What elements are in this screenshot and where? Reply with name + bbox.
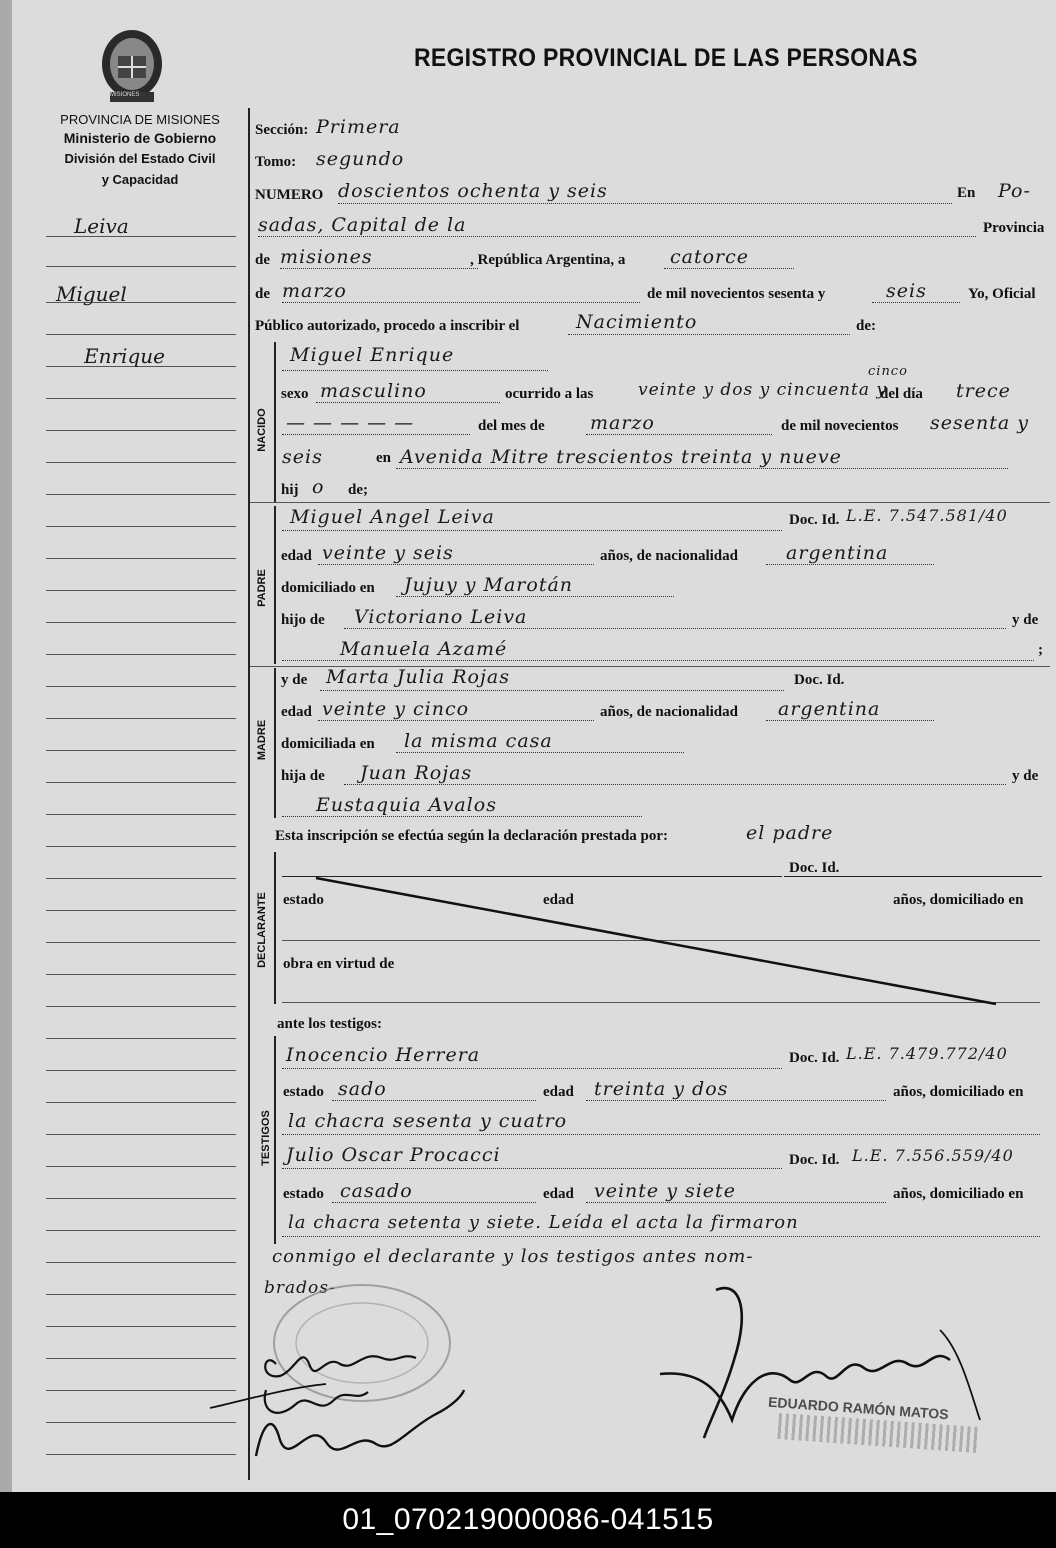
testigo1-doc: L.E. 7.479.772/40 xyxy=(846,1044,1008,1063)
madre-edad-label: edad xyxy=(281,704,312,720)
madre-dom-label: domiciliada en xyxy=(281,736,375,752)
sexo-label: sexo xyxy=(281,386,309,402)
de1-value: misiones xyxy=(280,246,373,268)
mes-value: marzo xyxy=(282,280,347,302)
nacido-mil-label: de mil novecientos xyxy=(781,418,899,434)
hij-value: o xyxy=(312,476,325,498)
seccion-label: Sección: xyxy=(255,122,309,138)
madre-yde2-label: y de xyxy=(1012,768,1039,784)
closing-line-2: brados- xyxy=(264,1278,336,1298)
testigo2-estado-label: estado xyxy=(283,1186,324,1202)
declarante-doc-label: Doc. Id. xyxy=(789,860,840,876)
declarante-estado-label: estado xyxy=(283,892,324,908)
numero-label: NUMERO xyxy=(255,187,324,203)
padre-hijo-label: hijo de xyxy=(281,612,325,628)
declaracion-value: el padre xyxy=(746,822,834,844)
declarante-edad-label: edad xyxy=(543,892,574,908)
testigos-ante-label: ante los testigos: xyxy=(277,1016,382,1032)
testigos-bracket xyxy=(274,1036,276,1244)
padre-bracket xyxy=(274,506,276,664)
padre-dom-value: Jujuy y Marotán xyxy=(404,574,574,596)
testigo2-doc-label: Doc. Id. xyxy=(789,1152,840,1168)
margin-name1: Miguel xyxy=(56,282,127,306)
testigo1-estado: sado xyxy=(338,1078,387,1100)
padre-hijo-value: Victoriano Leiva xyxy=(354,606,528,628)
padre-edad-value: veinte y seis xyxy=(322,542,454,564)
en-label: En xyxy=(957,185,976,201)
padre-anios-label: años, de nacionalidad xyxy=(600,548,738,564)
margin-surname: Leiva xyxy=(74,214,129,238)
nacido-anio-a: sesenta y xyxy=(930,412,1029,434)
nacido-name: Miguel Enrique xyxy=(290,344,455,366)
nacido-section-label: NACIDO xyxy=(256,408,268,452)
madre-nac-value: argentina xyxy=(778,698,881,720)
madre-section-label: MADRE xyxy=(256,719,268,761)
official-stamp: EDUARDO RAMÓN MATOS xyxy=(767,1393,950,1423)
padre-section-label: PADRE xyxy=(256,569,268,607)
cancel-diagonal-line xyxy=(280,874,1000,1006)
division-label: División del Estado Civil xyxy=(64,151,216,166)
page-title: REGISTRO PROVINCIAL DE LAS PERSONAS xyxy=(414,44,918,72)
scan-id-footer: 01_070219000086-041515 xyxy=(0,1492,1056,1548)
testigo2-estado: casado xyxy=(340,1180,413,1202)
testigo1-anios-label: años, domiciliado en xyxy=(893,1084,1024,1100)
testigo2-dom: la chacra setenta y siete. Leída el acta la firmaron xyxy=(288,1212,799,1233)
madre-anios-label: años, de nacionalidad xyxy=(600,704,738,720)
province-label: PROVINCIA DE MISIONES xyxy=(60,112,220,127)
ministry-label: Ministerio de Gobierno xyxy=(63,130,217,146)
margin-name2: Enrique xyxy=(84,344,165,368)
de3-label: de: xyxy=(856,318,876,334)
acto-value: Nacimiento xyxy=(576,311,698,333)
declarante-anios-label: años, domiciliado en xyxy=(893,892,1024,908)
padre-doc-label: Doc. Id. xyxy=(789,512,840,528)
hij-label: hij xyxy=(281,482,299,498)
testigo1-edad: treinta y dos xyxy=(594,1078,729,1100)
padre-doc-value: L.E. 7.547.581/40 xyxy=(846,506,1008,525)
madre-doc-label: Doc. Id. xyxy=(794,672,845,688)
del-mes-label: del mes de xyxy=(478,418,545,434)
testigo2-doc: L.E. 7.556.559/40 xyxy=(852,1146,1014,1165)
del-dia-label: del día xyxy=(880,386,923,402)
nacido-mes: marzo xyxy=(590,412,655,434)
page-edge xyxy=(0,0,12,1492)
closing-line-1: conmigo el declarante y los testigos antes nom- xyxy=(272,1246,754,1267)
testigo2-edad-label: edad xyxy=(543,1186,574,1202)
en-value: Po- xyxy=(998,180,1031,202)
divider-padre xyxy=(250,502,1050,503)
padre-nac-value: argentina xyxy=(786,542,889,564)
main-border-line xyxy=(248,108,250,1480)
madre-yde-label: y de xyxy=(281,672,308,688)
nacido-anio-b: seis xyxy=(282,446,323,468)
nacido-en-label: en xyxy=(376,450,391,466)
padre-yde-label: y de xyxy=(1012,612,1039,628)
padre-name: Miguel Angel Leiva xyxy=(290,506,495,528)
testigo1-doc-label: Doc. Id. xyxy=(789,1050,840,1066)
padre-edad-label: edad xyxy=(281,548,312,564)
crest-label: MISIONES xyxy=(110,92,140,98)
padre-semicolon: ; xyxy=(1038,642,1043,658)
declarante-obra-label: obra en virtud de xyxy=(283,956,395,972)
city-value: sadas, Capital de la xyxy=(258,214,467,236)
publico-label: Público autorizado, procedo a inscribir el xyxy=(255,318,520,334)
madre-edad-value: veinte y cinco xyxy=(322,698,470,720)
declaracion-label: Esta inscripción se efectúa según la declaración prestada por: xyxy=(275,828,669,844)
republica-label: , República Argentina, a xyxy=(470,252,626,268)
nacido-bracket xyxy=(274,342,276,502)
testigo1-edad-label: edad xyxy=(543,1084,574,1100)
testigo1-name: Inocencio Herrera xyxy=(286,1044,481,1066)
padre-madre-value: Manuela Azamé xyxy=(340,638,508,660)
padre-dom-label: domiciliado en xyxy=(281,580,375,596)
testigo2-anios-label: años, domiciliado en xyxy=(893,1186,1024,1202)
tomo-value: segundo xyxy=(316,148,405,170)
nacido-dia: trece xyxy=(956,380,1011,402)
seccion-value: Primera xyxy=(316,116,401,138)
de2-label: de xyxy=(255,286,270,302)
hora-value: veinte y dos y cincuenta y xyxy=(638,380,887,400)
madre-hija-value: Juan Rojas xyxy=(360,762,473,784)
capacity-label: y Capacidad xyxy=(101,172,179,187)
testigo2-name: Julio Oscar Procacci xyxy=(286,1144,501,1166)
sexo-value: masculino xyxy=(320,380,427,402)
dia-value: catorce xyxy=(670,246,750,268)
testigo2-edad: veinte y siete xyxy=(594,1180,736,1202)
madre-name: Marta Julia Rojas xyxy=(326,666,510,688)
numero-value: doscientos ochenta y seis xyxy=(338,180,608,202)
mil-label: de mil novecientos sesenta y xyxy=(647,286,826,302)
nacido-lugar: Avenida Mitre trescientos treinta y nueve xyxy=(400,446,842,468)
testigo1-estado-label: estado xyxy=(283,1084,324,1100)
ocurrido-label: ocurrido a las xyxy=(505,386,594,402)
yo-label: Yo, Oficial xyxy=(968,286,1036,302)
de1-label: de xyxy=(255,252,270,268)
madre-madre-value: Eustaquia Avalos xyxy=(316,794,497,816)
provincia-label: Provincia xyxy=(983,220,1045,236)
witness-signatures-icon xyxy=(206,1330,466,1480)
madre-bracket xyxy=(274,668,276,818)
nacido-de-label: de; xyxy=(348,482,368,498)
declarante-bracket xyxy=(274,852,276,1004)
tomo-label: Tomo: xyxy=(255,154,297,170)
testigo1-dom: la chacra sesenta y cuatro xyxy=(288,1110,568,1132)
anio-value: seis xyxy=(886,280,927,302)
nacido-dash: — — — — — xyxy=(286,412,415,434)
madre-dom-value: la misma casa xyxy=(404,730,553,752)
declarante-section-label: DECLARANTE xyxy=(256,892,268,968)
hora-extra: cinco xyxy=(868,364,908,379)
madre-hija-label: hija de xyxy=(281,768,325,784)
testigos-section-label: TESTIGOS xyxy=(260,1110,272,1166)
